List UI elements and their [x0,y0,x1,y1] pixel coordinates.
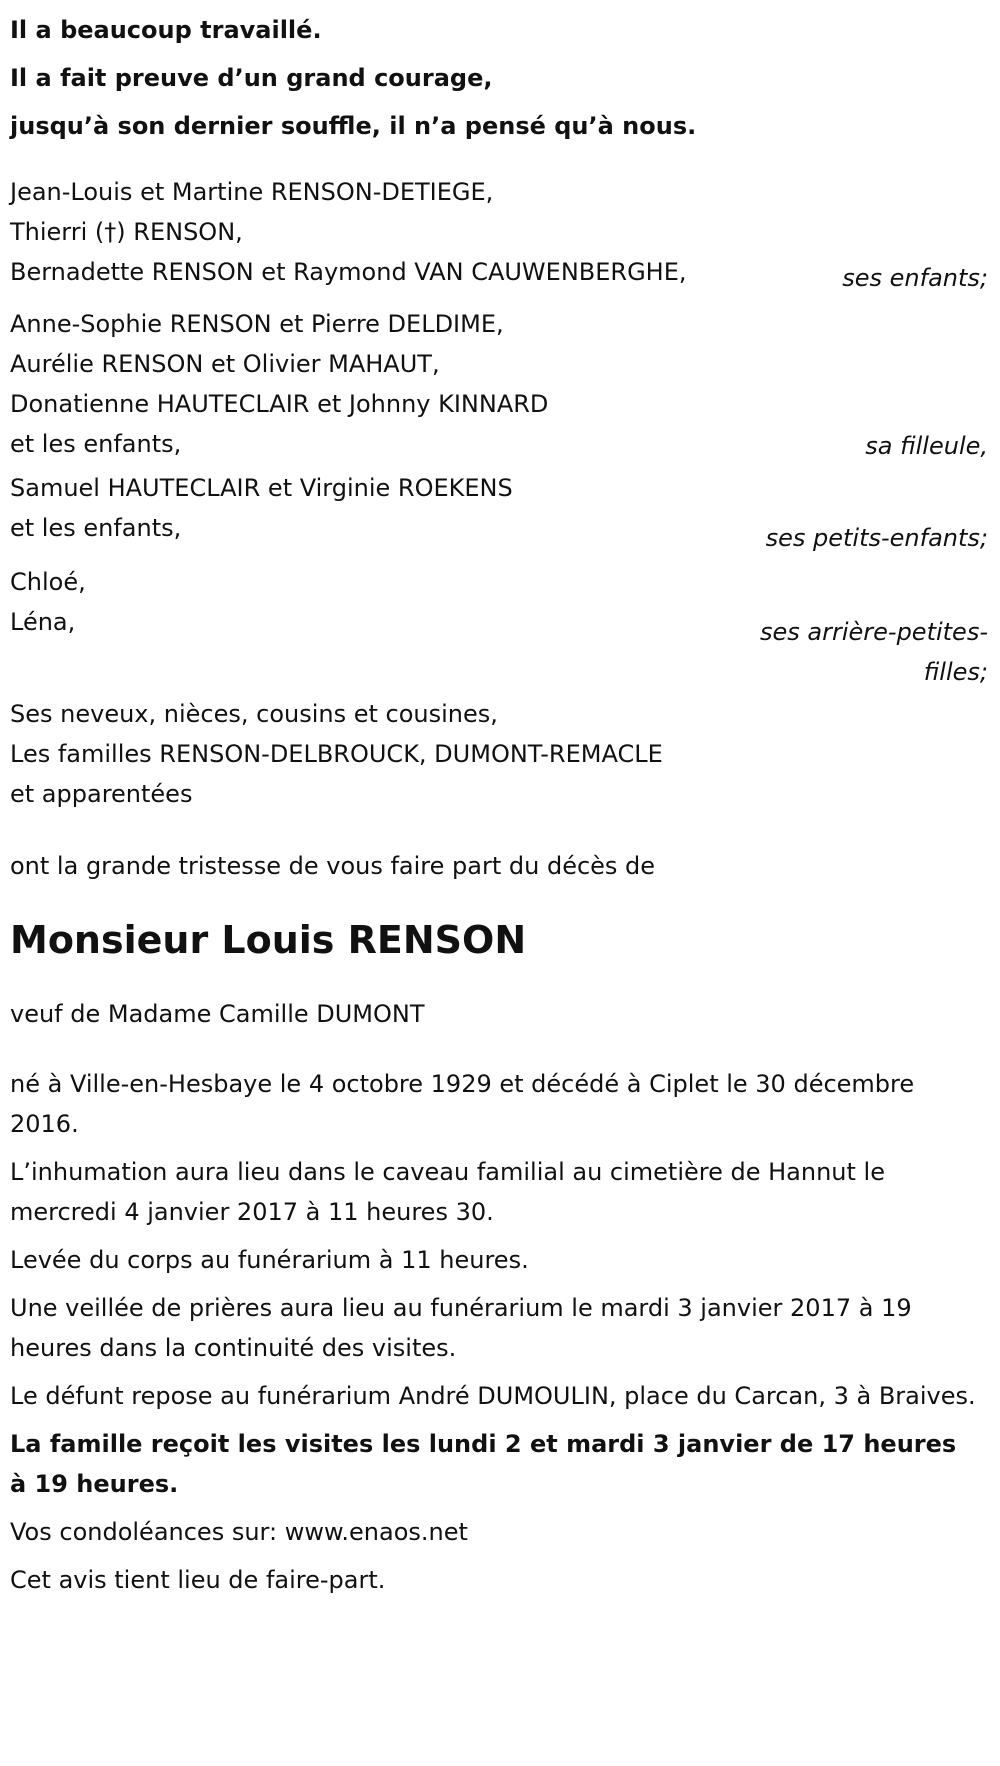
family-group-grandchildren [10,468,988,560]
rest-place-paragraph: Le défunt repose au funérarium André DUMOULIN, place du Carcan, 3 à Braives. [10,1382,976,1410]
family-group-goddaughter [10,304,988,466]
family-member: Thierri (†) RENSON, [10,218,243,246]
body-lifting-paragraph: Levée du corps au funérarium à 11 heures. [10,1246,529,1274]
visits-paragraph: La famille reçoit les visites les lundi 2 et mardi 3 janvier de 17 heures à 19 heures. [10,1430,957,1498]
family-member: Donatienne HAUTECLAIR et Johnny KINNARD [10,390,549,418]
relation-label: ses arrière-petites-filles; [760,618,988,686]
family-member: et les enfants, [10,430,182,458]
family-member: Léna, [10,608,76,636]
opening-quote [10,6,988,150]
birth-death-paragraph: né à Ville-en-Hesbaye le 4 octobre 1929 et décédé à Ciplet le 30 décembre 2016. [10,1070,915,1138]
spouse-text: veuf de Madame Camille DUMONT [10,1000,425,1028]
burial-paragraph: L’inhumation aura lieu dans le caveau familial au cimetière de Hannut le mercredi 4 janvier 2017 à 11 heures 30. [10,1158,885,1226]
family-member: Bernadette RENSON et Raymond VAN CAUWENBERGHE, [10,258,687,286]
family-member: Anne-Sophie RENSON et Pierre DELDIME, [10,310,504,338]
obituary-content [10,6,988,1608]
relation-label: ses enfants; [842,264,988,292]
notice-paragraph: Cet avis tient lieu de faire-part. [10,1566,386,1594]
family-member: Jean-Louis et Martine RENSON-DETIEGE, [10,178,494,206]
family-member: Les familles RENSON-DELBROUCK, DUMONT-REMACLE [10,740,663,768]
condolences-paragraph: Vos condoléances sur: www.enaos.net [10,1518,468,1546]
announcement-text: ont la grande tristesse de vous faire part du décès de [10,852,656,880]
relation-label: sa filleule, [865,432,988,460]
quote-line: jusqu’à son dernier souffle, il n’a pensé qu’à nous. [10,112,697,140]
family-member: Chloé, [10,568,86,596]
family-member: et les enfants, [10,514,182,542]
vigil-paragraph: Une veillée de prières aura lieu au funérarium le mardi 3 janvier 2017 à 19 heures dans la continuité des visites. [10,1294,912,1362]
relation-label: ses petits-enfants; [765,524,988,552]
family-member: Aurélie RENSON et Olivier MAHAUT, [10,350,440,378]
extended-family [10,694,988,814]
quote-line: Il a fait preuve d’un grand courage, [10,64,493,92]
family-group-great-grandchildren [10,562,988,690]
family-group-children [10,172,988,302]
family-member: et apparentées [10,780,193,808]
deceased-name: Monsieur Louis RENSON [10,918,527,962]
funeral-details [10,1064,988,1600]
quote-line: Il a beaucoup travaillé. [10,16,322,44]
family-member: Ses neveux, nièces, cousins et cousines, [10,700,498,728]
family-member: Samuel HAUTECLAIR et Virginie ROEKENS [10,474,513,502]
